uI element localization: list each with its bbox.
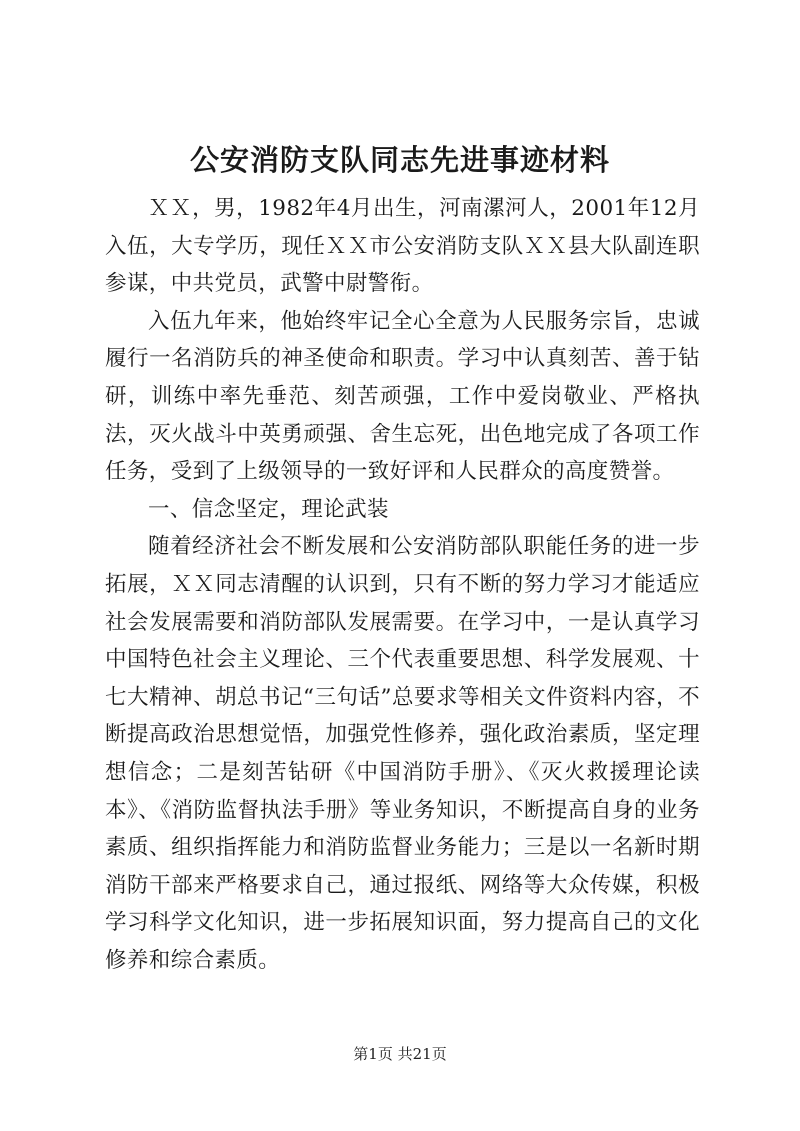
summary-paragraph: 入伍九年来，他始终牢记全心全意为人民服务宗旨，忠诚履行一名消防兵的神圣使命和职责。学习中认真刻苦、善于钻研，训练中率先垂范、刻苦顽强，工作中爱岗敬业、严格执法，灭火战斗中英勇顽强、舍生忘死，出色地完成了各项工作任务，受到了上级领导的一致好评和人民群众的高度赞誉。 [105, 308, 700, 485]
section-heading: 一、信念坚定，理论武装 [148, 496, 389, 522]
intro-paragraph: ＸＸ，男，1982年4月出生，河南漯河人，2001年12月入伍，大专学历，现任ＸＸ市公安消防支队ＸＸ县大队副连职参谋，中共党员，武警中尉警衔。 [105, 196, 700, 297]
document-title: 公安消防支队同志先进事迹材料 [189, 143, 610, 177]
section-paragraph: 随着经济社会不断发展和公安消防部队职能任务的进一步拓展，ＸＸ同志清醒的认识到，只有不断的努力学习才能适应社会发展需要和消防部队发展需要。在学习中，一是认真学习中国特色社会主义理论、三个代表重要思想、科学发展观、十七大精神、胡总书记“三句话”总要求等相关文件资料内容，不断提高政治思想觉悟，加强党性修养，强化政治素质，坚定理想信念；二是刻苦钻研《中国消防手册》、《灭火救援理论读本》、《消防监督执法手册》等业务知识，不断提高自身的业务素质、组织指挥能力和消防监督业务能力；三是以一名新时期消防干部来严格要求自己，通过报纸、网络等大众传媒，积极学习科学文化知识，进一步拓展知识面，努力提高自己的文化修养和综合素质。 [105, 534, 700, 973]
page-number-footer: 第1页 共21页 [353, 1045, 447, 1063]
document-body [105, 190, 700, 979]
